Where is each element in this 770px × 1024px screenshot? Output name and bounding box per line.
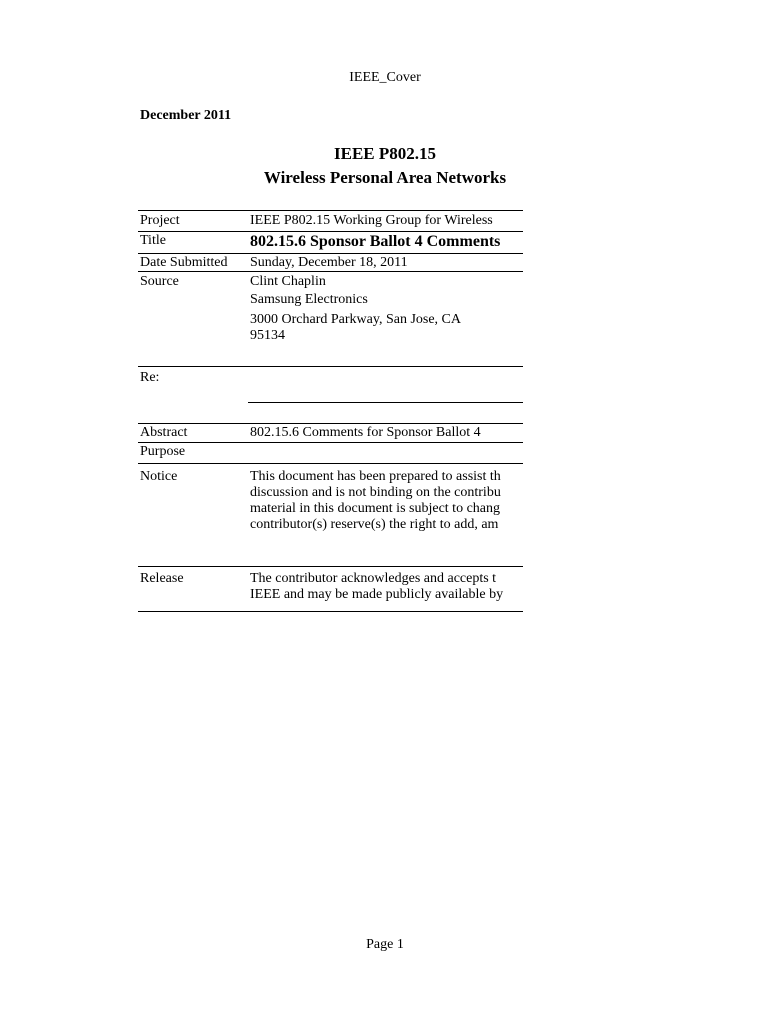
purpose-label: Purpose [140,444,186,459]
table-bottom-rule [138,611,523,612]
page-number: Page 1 [366,937,404,952]
document-date: December 2011 [140,108,232,123]
abstract-row-rule [138,442,523,443]
release-line: IEEE and may be made publicly available by [250,587,504,602]
date-submitted-label: Date Submitted [140,255,228,270]
project-label: Project [140,213,180,228]
re-value-rule [248,402,523,403]
purpose-row-rule [138,463,523,464]
date-submitted-row-rule [138,271,523,272]
notice-line: material in this document is subject to chang [250,501,500,516]
document-sub-title: Wireless Personal Area Networks [263,168,507,187]
sheet-name-header: IEEE_Cover [349,70,421,85]
title-row-rule [138,253,523,254]
notice-line: discussion and is not binding on the contribu [250,485,501,500]
project-value: IEEE P802.15 Working Group for Wireless [250,213,493,228]
document-main-title: IEEE P802.15 [333,144,437,163]
source-line: Clint Chaplin [250,274,326,289]
re-label: Re: [140,370,160,385]
table-top-rule [138,210,523,211]
source-row-rule [138,366,523,367]
source-label: Source [140,274,179,289]
title-value: 802.15.6 Sponsor Ballot 4 Comments [250,233,501,250]
abstract-label: Abstract [140,425,188,440]
abstract-top-rule [138,423,523,424]
release-label: Release [140,571,184,586]
notice-row-rule [138,566,523,567]
date-submitted-value: Sunday, December 18, 2011 [250,255,408,270]
title-label: Title [140,233,166,248]
abstract-value: 802.15.6 Comments for Sponsor Ballot 4 [250,425,481,440]
source-line: 3000 Orchard Parkway, San Jose, CA [250,312,461,327]
notice-label: Notice [140,469,178,484]
release-line: The contributor acknowledges and accepts t [250,571,497,586]
source-line: Samsung Electronics [250,292,368,307]
notice-line: contributor(s) reserve(s) the right to add, am [250,517,499,532]
source-line: 95134 [250,328,285,343]
notice-line: This document has been prepared to assist th [250,469,501,484]
